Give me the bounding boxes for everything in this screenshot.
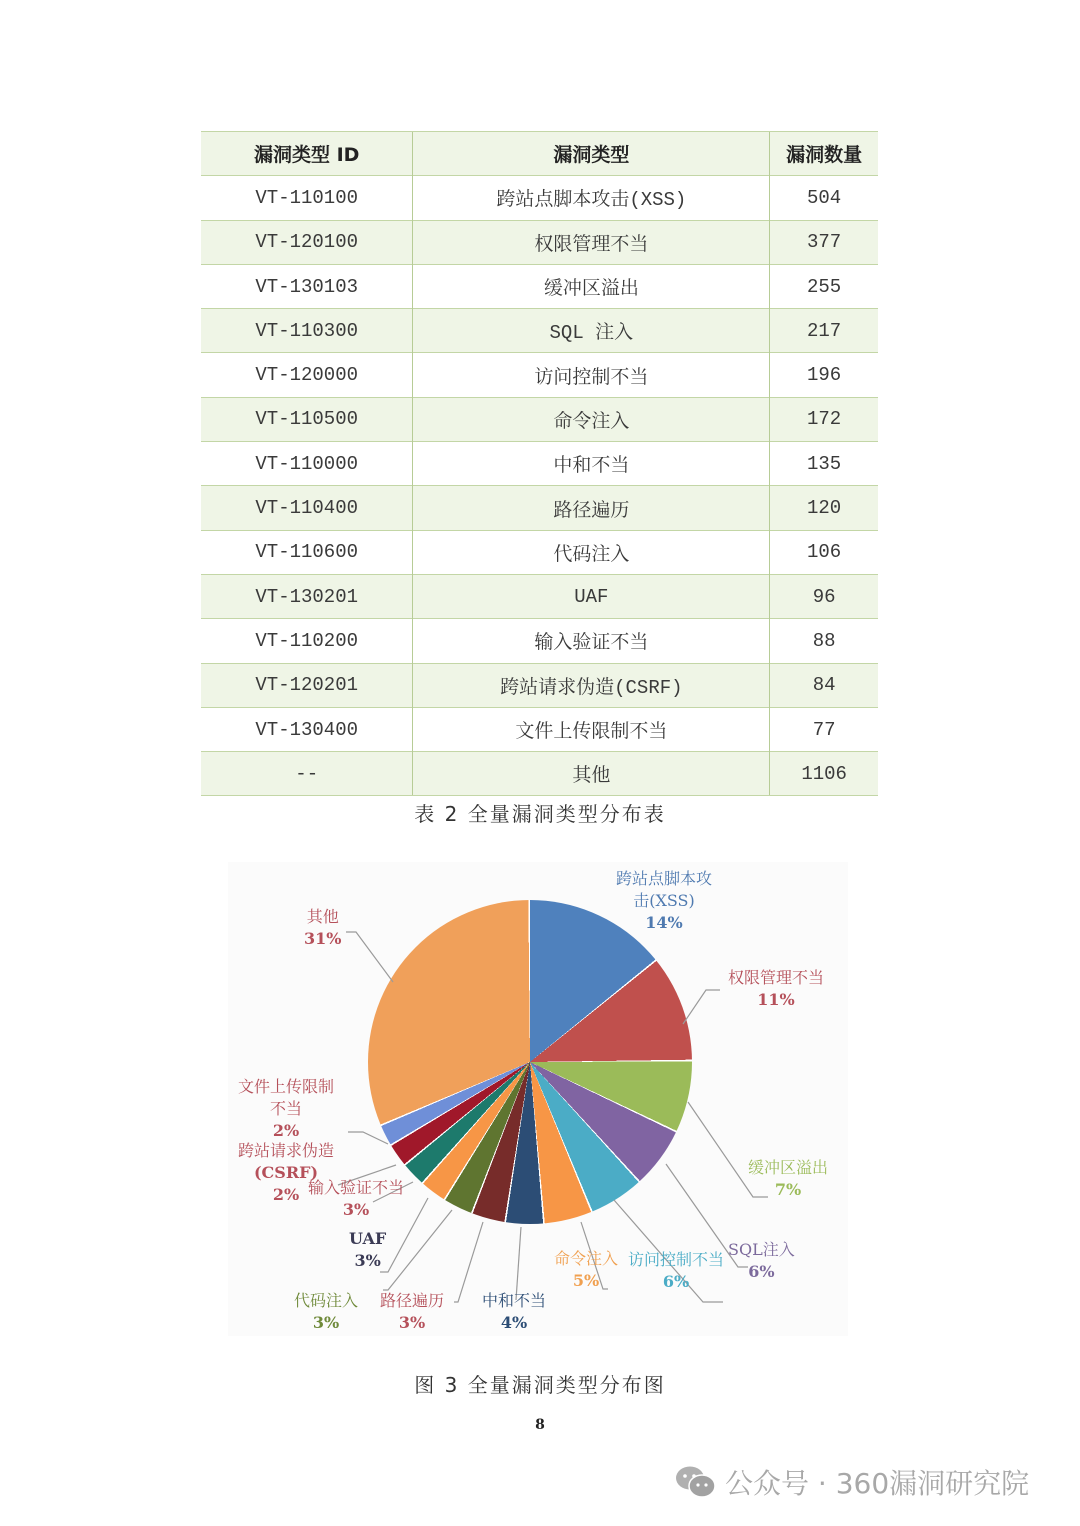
- label-xss: 跨站点脚本攻 击(XSS) 14%: [616, 869, 713, 932]
- cell-id: VT-110600: [201, 530, 413, 574]
- cell-count: 255: [770, 264, 878, 308]
- cell-type: UAF: [413, 574, 770, 618]
- cell-id: VT-130103: [201, 264, 413, 308]
- table-row: [201, 752, 878, 796]
- table-row: [201, 442, 878, 486]
- cell-count: 106: [770, 530, 878, 574]
- cell-count: 135: [770, 442, 878, 486]
- figure-caption: 图 3 全量漏洞类型分布图: [414, 1373, 666, 1397]
- cell-id: VT-130400: [201, 707, 413, 751]
- pie-chart: [228, 862, 848, 1336]
- table-row: [201, 397, 878, 441]
- label-buffer: 缓冲区溢出 7%: [748, 1158, 829, 1199]
- cell-id: VT-120000: [201, 353, 413, 397]
- page-number: 8: [535, 1417, 545, 1433]
- cell-type: 文件上传限制不当: [413, 707, 770, 751]
- cell-type: 跨站请求伪造(CSRF): [413, 663, 770, 707]
- table-row: [201, 530, 878, 574]
- label-sql: SQL注入 6%: [728, 1240, 795, 1281]
- label-input: 输入验证不当 3%: [308, 1178, 405, 1219]
- cell-type: 其他: [413, 752, 770, 796]
- label-csrf: 跨站请求伪造 (CSRF) 2%: [238, 1141, 335, 1204]
- table-caption: 表 2 全量漏洞类型分布表: [414, 802, 666, 826]
- table-row: [201, 264, 878, 308]
- cell-id: VT-110200: [201, 619, 413, 663]
- cell-count: 84: [770, 663, 878, 707]
- header-count: 漏洞数量: [770, 132, 878, 176]
- cell-count: 377: [770, 220, 878, 264]
- cell-type: 访问控制不当: [413, 353, 770, 397]
- cell-count: 196: [770, 353, 878, 397]
- watermark-text: 公众号 · 360漏洞研究院: [725, 1467, 1030, 1500]
- table-row: [201, 220, 878, 264]
- cell-type: 跨站点脚本攻击(XSS): [413, 176, 770, 220]
- cell-count: 504: [770, 176, 878, 220]
- vulnerability-type-table: [201, 131, 878, 796]
- cell-id: VT-120100: [201, 220, 413, 264]
- cell-id: VT-120201: [201, 663, 413, 707]
- cell-count: 120: [770, 486, 878, 530]
- label-upload: 文件上传限制 不当 2%: [238, 1077, 335, 1140]
- cell-id: VT-110000: [201, 442, 413, 486]
- header-type: 漏洞类型: [413, 132, 770, 176]
- label-uaf: UAF 3%: [349, 1229, 387, 1270]
- label-perm: 权限管理不当 11%: [728, 968, 825, 1009]
- cell-type: SQL 注入: [413, 309, 770, 353]
- cell-id: VT-110500: [201, 397, 413, 441]
- cell-count: 88: [770, 619, 878, 663]
- label-neutral: 中和不当 4%: [482, 1291, 547, 1332]
- cell-count: 77: [770, 707, 878, 751]
- cell-count: 172: [770, 397, 878, 441]
- label-other: 其他 31%: [304, 907, 342, 948]
- cell-id: VT-110400: [201, 486, 413, 530]
- cell-type: 命令注入: [413, 397, 770, 441]
- table-row: [201, 663, 878, 707]
- cell-count: 217: [770, 309, 878, 353]
- watermark: [675, 1462, 1029, 1502]
- cell-type: 权限管理不当: [413, 220, 770, 264]
- cell-id: --: [201, 752, 413, 796]
- label-cmd: 命令注入 5%: [554, 1249, 619, 1290]
- cell-id: VT-110100: [201, 176, 413, 220]
- table-row: [201, 619, 878, 663]
- table-row: [201, 309, 878, 353]
- cell-type: 中和不当: [413, 442, 770, 486]
- cell-count: 1106: [770, 752, 878, 796]
- cell-type: 代码注入: [413, 530, 770, 574]
- cell-type: 缓冲区溢出: [413, 264, 770, 308]
- table-row: [201, 574, 878, 618]
- label-path: 路径遍历 3%: [380, 1291, 445, 1332]
- table-row: [201, 486, 878, 530]
- cell-id: VT-130201: [201, 574, 413, 618]
- table-row: [201, 353, 878, 397]
- table-row: [201, 176, 878, 220]
- table-row: [201, 707, 878, 751]
- label-access: 访问控制不当 6%: [628, 1250, 725, 1291]
- cell-count: 96: [770, 574, 878, 618]
- header-type-id: 漏洞类型 ID: [201, 132, 413, 176]
- cell-type: 路径遍历: [413, 486, 770, 530]
- wechat-icon: [675, 1465, 717, 1499]
- label-code: 代码注入 3%: [294, 1291, 359, 1332]
- cell-type: 输入验证不当: [413, 619, 770, 663]
- table-header-row: [201, 132, 878, 176]
- cell-id: VT-110300: [201, 309, 413, 353]
